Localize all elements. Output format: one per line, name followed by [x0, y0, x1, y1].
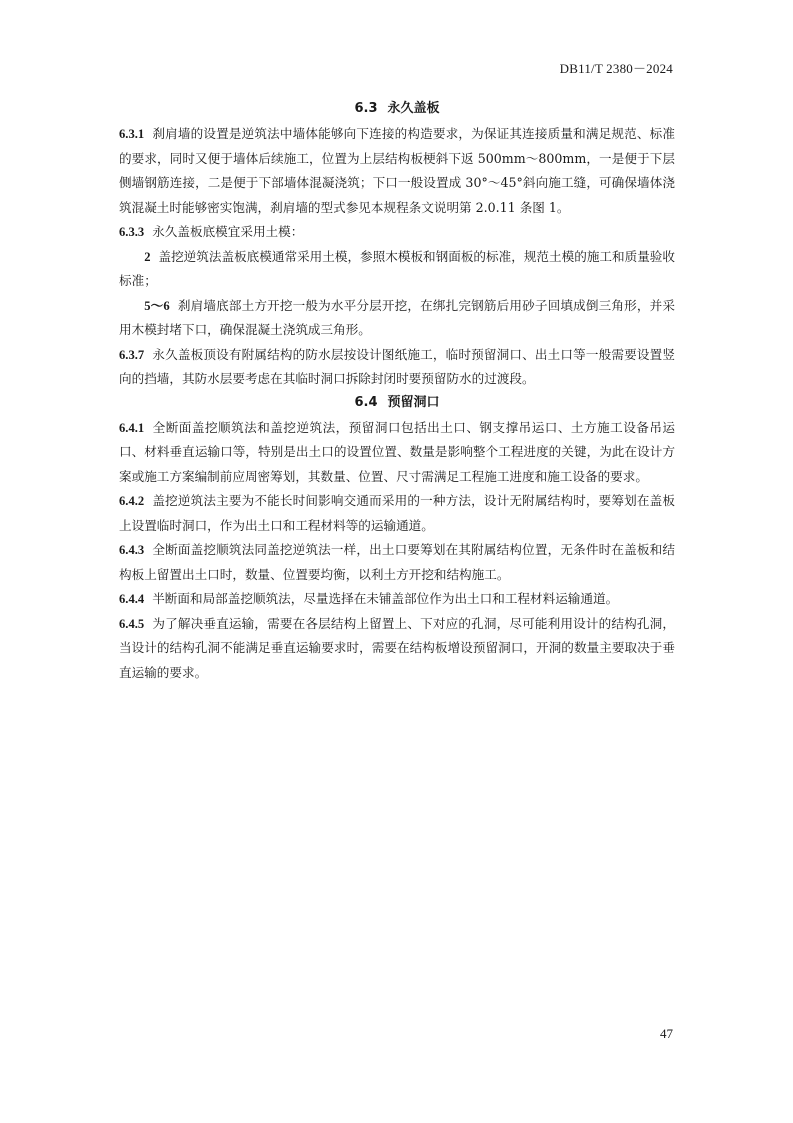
clause-text: 为了解决垂直运输，需要在各层结构上留置上、下对应的孔洞，尽可能利用设计的结构孔洞，当设计的结构孔洞不能满足垂直运输要求时，需要在结构板增设预留洞口，开洞的数量主要取决于垂直运输的要求。: [119, 615, 675, 680]
clause-6-3-1: [119, 122, 675, 220]
section-title-6-4: [119, 392, 675, 414]
clause-text: 全断面盖挖顺筑法和盖挖逆筑法，预留洞口包括出土口、钢支撑吊运口、土方施工设备吊运口、材料垂直运输口等，特别是出土口的设置位置、数量是影响整个工程进度的关键，为此在设计方案或施工方案编制前应周密筹划，其数量、位置、尺寸需满足工程施工进度和施工设备的要求。: [119, 419, 675, 484]
clause-text: 半断面和局部盖挖顺筑法，尽量选择在未铺盖部位作为出土口和工程材料运输通道。: [152, 591, 619, 606]
clause-number: 6.4.4: [119, 592, 145, 606]
clause-6-3-3: [119, 220, 675, 245]
clause-text: 永久盖板底模宜采用土模：: [152, 224, 304, 239]
section-heading: 预留洞口: [387, 394, 440, 410]
clause-6-4-1: [119, 416, 675, 490]
clause-6-4-5: [119, 612, 675, 686]
section-title-6-3: [119, 98, 675, 120]
clause-number: 6.3.7: [119, 347, 145, 362]
document-code: DB11/T 2380－2024: [559, 61, 673, 76]
section-heading: 永久盖板: [387, 101, 440, 116]
clause-number: 2: [144, 249, 151, 264]
clause-number: 5～6: [144, 298, 170, 313]
clause-text: 盖挖逆筑法主要为不能长时间影响交通而采用的一种方法，设计无附属结构时，要筹划在盖板上设置临时洞口，作为出土口和工程材料等的运输通道。: [119, 493, 675, 533]
section-number: 6.3: [354, 101, 378, 116]
clause-text: 盖挖逆筑法盖板底模通常采用土模，参照木模板和钢面板的标准，规范土模的施工和质量验收标准；: [119, 248, 675, 288]
clause-number: 6.3.3: [119, 225, 145, 239]
page-number: 47: [660, 1026, 673, 1041]
clause-text: 刹肩墙底部土方开挖一般为水平分层开挖，在绑扎完钢筋后用砂子回填成倒三角形，并采用木模封堵下口，确保混凝土浇筑成三角形。: [119, 297, 676, 337]
section-number: 6.4: [354, 394, 378, 410]
clause-text: 刹肩墙的设置是逆筑法中墙体能够向下连接的构造要求，为保证其连接质量和满足规范、标准的要求，同时又便于墙体后续施工，位置为上层结构板梗斜下返 500mm～800mm，一是便于下层侧墙钢筋连接，二是便于下部墙体混凝浇筑；下口一般设置成 30°～45°斜向施工缝，可确保墙体浇筑混凝土时能够密实饱满，刹肩墙的型式参见本规程条文说明第 2.0.11 条图 1。: [119, 126, 675, 215]
clause-item-5-6: [119, 294, 675, 343]
clause-number: 6.3.1: [119, 127, 145, 141]
clause-number: 6.4.1: [119, 420, 145, 435]
clause-item-2: [119, 245, 675, 294]
clause-6-4-2: [119, 489, 675, 538]
clause-6-4-3: [119, 538, 675, 587]
clause-number: 6.4.2: [119, 494, 145, 508]
clause-text: 全断面盖挖顺筑法同盖挖逆筑法一样，出土口要筹划在其附属结构位置，无条件时在盖板和结构板上留置出土口时，数量、位置要均衡，以利土方开挖和结构施工。: [119, 542, 675, 582]
clause-6-4-4: [119, 587, 675, 612]
document-body: [119, 98, 675, 685]
clause-6-3-7: [119, 343, 675, 392]
clause-number: 6.4.3: [119, 543, 145, 557]
clause-text: 永久盖板顶设有附属结构的防水层按设计图纸施工，临时预留洞口、出土口等一般需要设置竖向的挡墙，其防水层要考虑在其临时洞口拆除封闭时要预留防水的过渡段。: [119, 346, 675, 386]
clause-number: 6.4.5: [119, 616, 145, 631]
